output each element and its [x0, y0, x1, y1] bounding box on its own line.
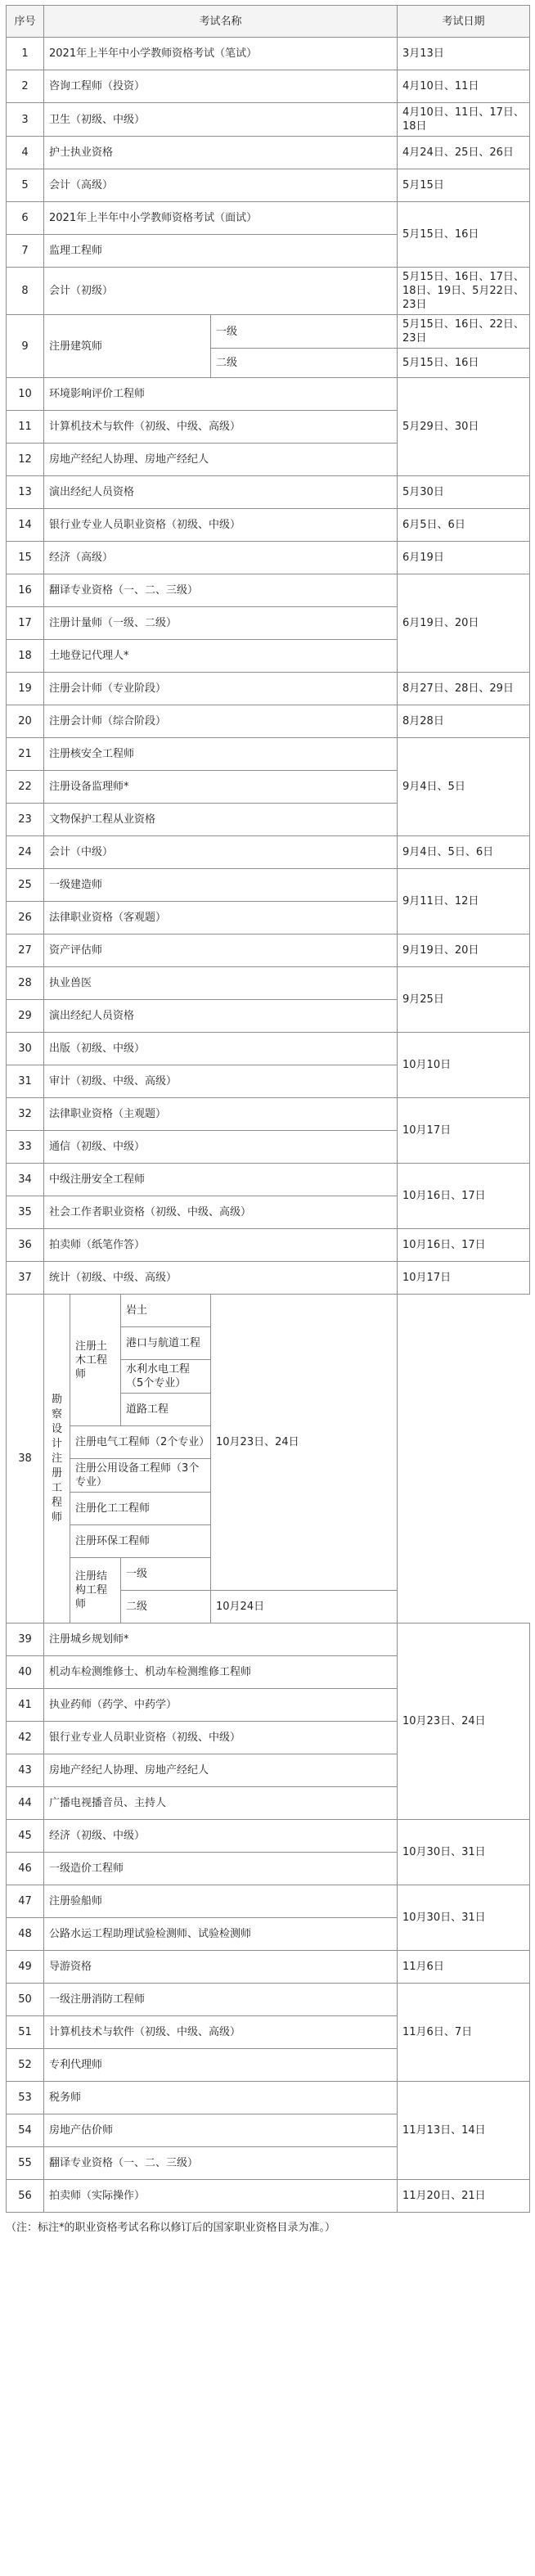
- row-number: 10: [7, 378, 44, 411]
- exam-name: 注册验船师: [44, 1885, 398, 1918]
- exam-name: 出版（初级、中级）: [44, 1033, 398, 1065]
- exam-name: 环境影响评价工程师: [44, 378, 398, 411]
- exam-date: 3月13日: [398, 38, 530, 70]
- exam-date: 11月6日: [398, 1951, 530, 1984]
- row-number: 38: [7, 1295, 44, 1624]
- row-number: 2: [7, 70, 44, 103]
- exam-name: 2021年上半年中小学教师资格考试（笔试）: [44, 38, 398, 70]
- table-header-row: [7, 6, 530, 38]
- exam-name: 土地登记代理人*: [44, 640, 398, 673]
- row-number: 24: [7, 836, 44, 869]
- exam-level: 二级: [211, 349, 398, 378]
- row-number: 8: [7, 268, 44, 315]
- exam-name: 执业药师（药学、中药学）: [44, 1689, 398, 1722]
- row-number: 51: [7, 2016, 44, 2049]
- row-number: 15: [7, 542, 44, 574]
- page: [6, 0, 529, 2236]
- row-number: 3: [7, 103, 44, 137]
- row-number: 9: [7, 315, 44, 378]
- table-row: [7, 509, 530, 542]
- row-number: 30: [7, 1033, 44, 1065]
- row-number: 18: [7, 640, 44, 673]
- table-row: [7, 705, 530, 738]
- exam-name: 法律职业资格（客观题）: [44, 902, 398, 934]
- exam-date: 9月11日、12日: [398, 869, 530, 934]
- row-number: 35: [7, 1196, 44, 1229]
- row-number: 36: [7, 1229, 44, 1262]
- row-number: 22: [7, 771, 44, 804]
- exam-date: 11月6日、7日: [398, 1984, 530, 2082]
- exam-level: 岩土: [121, 1295, 211, 1327]
- table-row: [7, 137, 530, 169]
- row-number: 11: [7, 411, 44, 444]
- table-body: [7, 38, 530, 2213]
- exam-name: 注册会计师（专业阶段）: [44, 673, 398, 705]
- row-number: 23: [7, 804, 44, 836]
- row-number: 32: [7, 1098, 44, 1131]
- table-row: [7, 2082, 530, 2114]
- exam-name: 导游资格: [44, 1951, 398, 1984]
- header-date: 考试日期: [398, 6, 530, 38]
- exam-name: 计算机技术与软件（初级、中级、高级）: [44, 411, 398, 444]
- exam-date: 10月23日、24日: [398, 1624, 530, 1820]
- row-number: 48: [7, 1918, 44, 1951]
- exam-date: 6月19日: [398, 542, 530, 574]
- table-row: [7, 836, 530, 869]
- exam-name: 注册设备监理师*: [44, 771, 398, 804]
- exam-date: 10月23日、24日: [211, 1295, 398, 1591]
- exam-date: 5月30日: [398, 476, 530, 509]
- exam-name: 通信（初级、中级）: [44, 1131, 398, 1164]
- exam-name: 审计（初级、中级、高级）: [44, 1065, 398, 1098]
- row-number: 7: [7, 235, 44, 268]
- exam-name: 注册核安全工程师: [44, 738, 398, 771]
- table-row: [7, 1885, 530, 1918]
- exam-name: 中级注册安全工程师: [44, 1164, 398, 1196]
- table-row: [7, 378, 530, 411]
- exam-name: 注册会计师（综合阶段）: [44, 705, 398, 738]
- row-number: 14: [7, 509, 44, 542]
- table-row: [7, 315, 530, 349]
- exam-date: 4月10日、11日: [398, 70, 530, 103]
- table-row: [7, 202, 530, 235]
- row-number: 55: [7, 2147, 44, 2180]
- row-number: 39: [7, 1624, 44, 1656]
- exam-date: 5月29日、30日: [398, 378, 530, 476]
- exam-name: 机动车检测维修士、机动车检测维修工程师: [44, 1656, 398, 1689]
- row-number: 21: [7, 738, 44, 771]
- exam-level: 一级: [211, 315, 398, 349]
- row-number: 41: [7, 1689, 44, 1722]
- table-row: [7, 1229, 530, 1262]
- exam-name: 文物保护工程从业资格: [44, 804, 398, 836]
- row-number: 6: [7, 202, 44, 235]
- exam-name: 会计（初级）: [44, 268, 398, 315]
- exam-level: 一级: [121, 1558, 211, 1591]
- exam-name: 会计（中级）: [44, 836, 398, 869]
- exam-name: 一级建造师: [44, 869, 398, 902]
- exam-subgroup-name: 注册化工工程师: [70, 1493, 211, 1525]
- exam-name: 计算机技术与软件（初级、中级、高级）: [44, 2016, 398, 2049]
- row-number: 54: [7, 2114, 44, 2147]
- exam-subgroup-name: 注册公用设备工程师（3个专业）: [70, 1459, 211, 1493]
- exam-date: 10月24日: [211, 1591, 398, 1624]
- row-number: 46: [7, 1853, 44, 1885]
- table-row: [7, 967, 530, 1000]
- exam-date: 4月10日、11日、17日、18日: [398, 103, 530, 137]
- exam-date: 5月15日: [398, 169, 530, 202]
- exam-date: 10月30日、31日: [398, 1820, 530, 1885]
- exam-name: 房地产经纪人协理、房地产经纪人: [44, 1754, 398, 1787]
- table-row: [7, 1164, 530, 1196]
- table-row: [7, 1984, 530, 2016]
- table-row: [7, 1820, 530, 1853]
- table-row: [7, 169, 530, 202]
- row-number: 50: [7, 1984, 44, 2016]
- exam-name: 房地产估价师: [44, 2114, 398, 2147]
- exam-name: 公路水运工程助理试验检测师、试验检测师: [44, 1918, 398, 1951]
- row-number: 29: [7, 1000, 44, 1033]
- exam-name: 银行业专业人员职业资格（初级、中级）: [44, 1722, 398, 1754]
- exam-name: 会计（高级）: [44, 169, 398, 202]
- row-number: 17: [7, 607, 44, 640]
- exam-subgroup-name: 注册土木工程师: [70, 1295, 121, 1426]
- table-row: [7, 738, 530, 771]
- exam-date: 9月19日、20日: [398, 934, 530, 967]
- exam-date: 10月30日、31日: [398, 1885, 530, 1951]
- exam-date: 8月27日、28日、29日: [398, 673, 530, 705]
- exam-schedule-table: [6, 5, 530, 2213]
- exam-name: 房地产经纪人协理、房地产经纪人: [44, 444, 398, 476]
- exam-date: 11月13日、14日: [398, 2082, 530, 2180]
- exam-level: 道路工程: [121, 1394, 211, 1426]
- row-number: 5: [7, 169, 44, 202]
- table-row: [7, 1098, 530, 1131]
- row-number: 49: [7, 1951, 44, 1984]
- exam-subgroup-name: 注册电气工程师（2个专业）: [70, 1426, 211, 1459]
- row-number: 13: [7, 476, 44, 509]
- exam-name: 咨询工程师（投资）: [44, 70, 398, 103]
- row-number: 52: [7, 2049, 44, 2082]
- exam-name: 注册城乡规划师*: [44, 1624, 398, 1656]
- exam-date: 11月20日、21日: [398, 2180, 530, 2213]
- exam-name: 经济（初级、中级）: [44, 1820, 398, 1853]
- exam-name: 演出经纪人员资格: [44, 476, 398, 509]
- header-name: 考试名称: [44, 6, 398, 38]
- row-number: 25: [7, 869, 44, 902]
- row-number: 4: [7, 137, 44, 169]
- table-row: [7, 2180, 530, 2213]
- row-number: 56: [7, 2180, 44, 2213]
- exam-name: 社会工作者职业资格（初级、中级、高级）: [44, 1196, 398, 1229]
- table-row: [7, 934, 530, 967]
- exam-name: 拍卖师（实际操作）: [44, 2180, 398, 2213]
- table-row: [7, 38, 530, 70]
- table-row: [7, 1624, 530, 1656]
- exam-name: 护士执业资格: [44, 137, 398, 169]
- exam-level: 港口与航道工程: [121, 1327, 211, 1360]
- exam-subgroup-name: 注册环保工程师: [70, 1525, 211, 1558]
- table-row: [7, 1262, 530, 1295]
- exam-name: 税务师: [44, 2082, 398, 2114]
- table-row: [7, 476, 530, 509]
- table-row: [7, 1295, 530, 1327]
- row-number: 44: [7, 1787, 44, 1820]
- exam-name: 一级注册消防工程师: [44, 1984, 398, 2016]
- exam-group-name: 勘察设计注册工程师: [44, 1295, 70, 1624]
- exam-name: 演出经纪人员资格: [44, 1000, 398, 1033]
- table-row: [7, 574, 530, 607]
- footnote: （注：标注*的职业资格考试名称以修订后的国家职业资格目录为准。）: [6, 2222, 336, 2234]
- exam-date: 6月19日、20日: [398, 574, 530, 673]
- exam-name: 翻译专业资格（一、二、三级）: [44, 2147, 398, 2180]
- exam-name: 执业兽医: [44, 967, 398, 1000]
- row-number: 45: [7, 1820, 44, 1853]
- exam-name: 一级造价工程师: [44, 1853, 398, 1885]
- exam-name: 监理工程师: [44, 235, 398, 268]
- exam-name: 广播电视播音员、主持人: [44, 1787, 398, 1820]
- table-row: [7, 70, 530, 103]
- exam-name: 卫生（初级、中级）: [44, 103, 398, 137]
- exam-name: 专利代理师: [44, 2049, 398, 2082]
- row-number: 16: [7, 574, 44, 607]
- table-row: [7, 869, 530, 902]
- exam-date: 5月15日、16日: [398, 349, 530, 378]
- exam-name: 翻译专业资格（一、二、三级）: [44, 574, 398, 607]
- row-number: 43: [7, 1754, 44, 1787]
- row-number: 42: [7, 1722, 44, 1754]
- row-number: 27: [7, 934, 44, 967]
- row-number: 26: [7, 902, 44, 934]
- table-row: [7, 673, 530, 705]
- exam-name: 注册计量师（一级、二级）: [44, 607, 398, 640]
- exam-date: 4月24日、25日、26日: [398, 137, 530, 169]
- exam-level: 二级: [121, 1591, 211, 1624]
- header-no: 序号: [7, 6, 44, 38]
- row-number: 19: [7, 673, 44, 705]
- table-row: [7, 1951, 530, 1984]
- exam-date: 5月15日、16日、17日、18日、19日、5月22日、23日: [398, 268, 530, 315]
- table-row: [7, 542, 530, 574]
- exam-name: 注册建筑师: [44, 315, 211, 378]
- row-number: 1: [7, 38, 44, 70]
- exam-date: 6月5日、6日: [398, 509, 530, 542]
- exam-date: 5月15日、16日: [398, 202, 530, 268]
- exam-subgroup-name: 注册结构工程师: [70, 1558, 121, 1624]
- row-number: 12: [7, 444, 44, 476]
- exam-date: 9月4日、5日、6日: [398, 836, 530, 869]
- exam-name: 经济（高级）: [44, 542, 398, 574]
- row-number: 37: [7, 1262, 44, 1295]
- exam-level: 水利水电工程（5个专业）: [121, 1360, 211, 1394]
- exam-name: 2021年上半年中小学教师资格考试（面试）: [44, 202, 398, 235]
- row-number: 53: [7, 2082, 44, 2114]
- exam-name: 法律职业资格（主观题）: [44, 1098, 398, 1131]
- row-number: 34: [7, 1164, 44, 1196]
- row-number: 33: [7, 1131, 44, 1164]
- exam-date: 10月10日: [398, 1033, 530, 1098]
- exam-name: 资产评估师: [44, 934, 398, 967]
- row-number: 20: [7, 705, 44, 738]
- exam-name: 拍卖师（纸笔作答）: [44, 1229, 398, 1262]
- exam-date: 10月17日: [398, 1262, 530, 1295]
- exam-date: 10月16日、17日: [398, 1164, 530, 1229]
- row-number: 31: [7, 1065, 44, 1098]
- exam-date: 8月28日: [398, 705, 530, 738]
- exam-date: 9月4日、5日: [398, 738, 530, 836]
- row-number: 40: [7, 1656, 44, 1689]
- exam-name: 统计（初级、中级、高级）: [44, 1262, 398, 1295]
- exam-name: 银行业专业人员职业资格（初级、中级）: [44, 509, 398, 542]
- exam-date: 10月17日: [398, 1098, 530, 1164]
- exam-date: 10月16日、17日: [398, 1229, 530, 1262]
- row-number: 28: [7, 967, 44, 1000]
- exam-date: 9月25日: [398, 967, 530, 1033]
- exam-date: 5月15日、16日、22日、23日: [398, 315, 530, 349]
- table-row: [7, 103, 530, 137]
- row-number: 47: [7, 1885, 44, 1918]
- table-row: [7, 1033, 530, 1065]
- table-row: [7, 268, 530, 315]
